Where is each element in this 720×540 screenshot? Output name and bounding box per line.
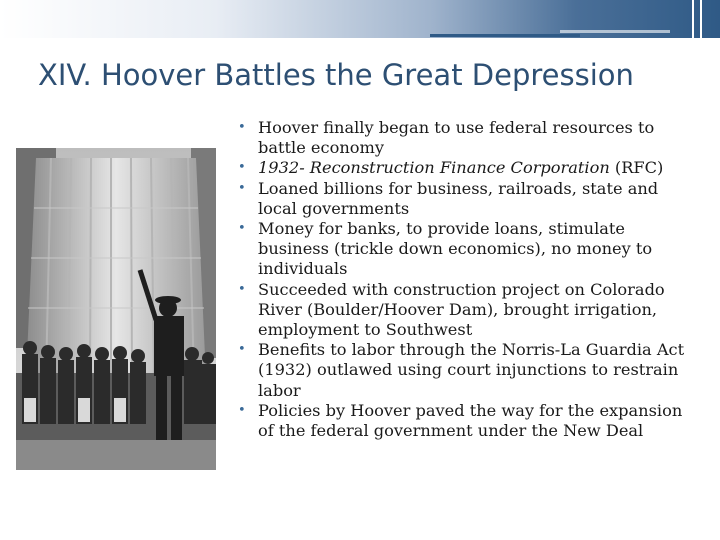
header-stripe bbox=[430, 34, 580, 37]
bullet-item: • Loaned billions for business, railroads, state and local governments bbox=[238, 178, 659, 218]
bullet-item: • Benefits to labor through the Norris-La Guardia Act (1932) outlawed using court injunctions to restrain labor bbox=[238, 340, 685, 400]
bullet-item: • Succeeded with construction project on Colorado River (Boulder/Hoover Dam), brought irrigation, employment to Southwest bbox=[238, 279, 665, 340]
hoover-dam-photo bbox=[16, 148, 216, 470]
header-divider bbox=[700, 0, 702, 38]
bullet-item: • 1932- Reconstruction Finance Corporation (RFC) bbox=[238, 158, 664, 178]
bullet-dot-icon: • bbox=[238, 120, 246, 135]
bullet-list bbox=[238, 118, 698, 441]
bullet-dot-icon: • bbox=[238, 160, 246, 176]
header-divider bbox=[692, 0, 694, 38]
photo-illustration bbox=[16, 148, 216, 470]
bullet-dot-icon: • bbox=[238, 281, 246, 297]
header-band bbox=[0, 0, 720, 38]
slide-title: XIV. Hoover Battles the Great Depression bbox=[38, 58, 634, 92]
bullet-item: • Money for banks, to provide loans, stimulate business (trickle down economics), no money to individuals bbox=[238, 219, 653, 279]
bullet-item: • Hoover finally began to use federal resources to battle economy bbox=[238, 118, 655, 158]
bullet-dot-icon: • bbox=[238, 221, 246, 237]
header-stripe bbox=[560, 30, 670, 33]
bullet-dot-icon: • bbox=[238, 180, 246, 196]
bullet-dot-icon: • bbox=[238, 402, 246, 418]
bullet-dot-icon: • bbox=[238, 342, 246, 358]
bullet-item: • Policies by Hoover paved the way for the expansion of the federal government under the New Deal bbox=[238, 400, 683, 441]
bullet-lead: 1932- Reconstruction Finance Corporation bbox=[258, 158, 610, 178]
